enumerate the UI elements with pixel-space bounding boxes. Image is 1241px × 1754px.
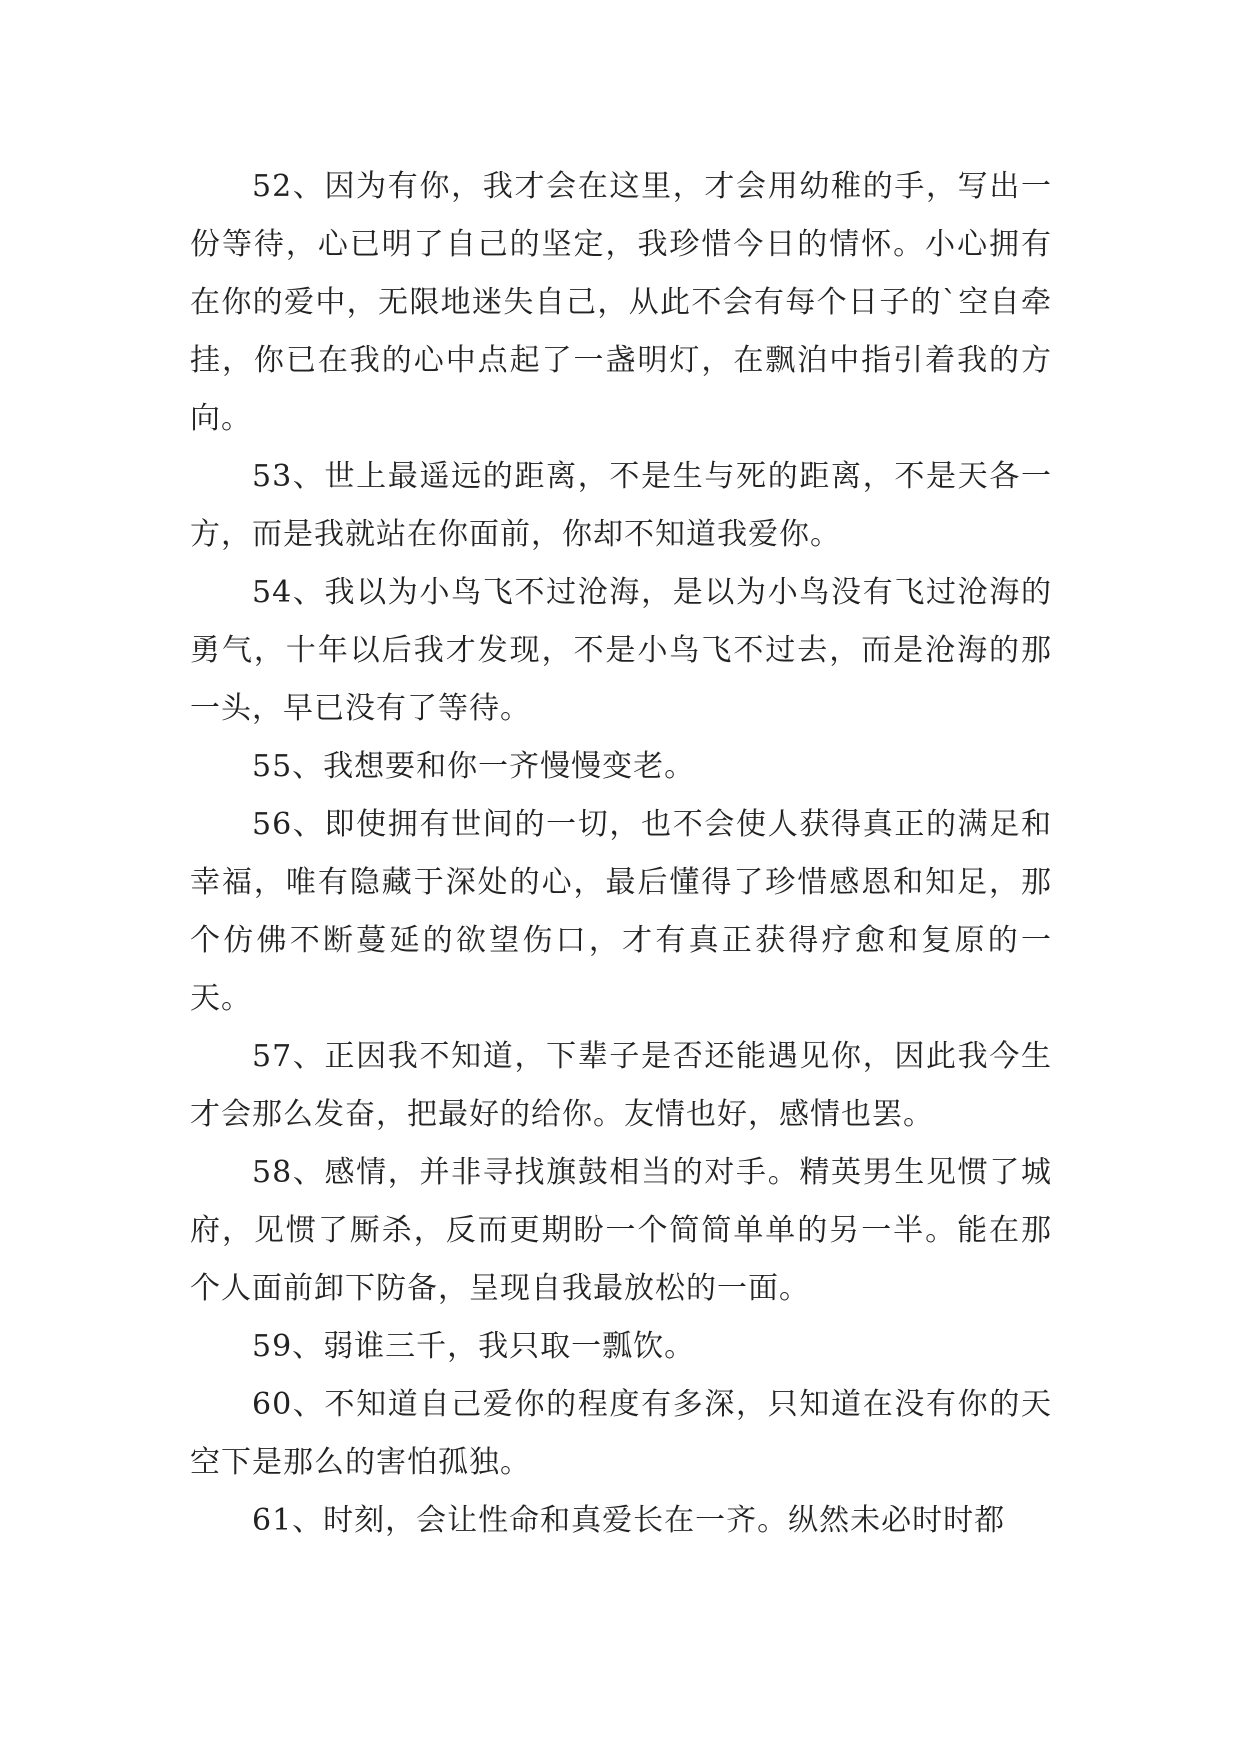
paragraph-59: 59、弱谁三千，我只取一瓢饮。 bbox=[252, 1329, 696, 1364]
paragraph-53: 53、世上最遥远的距离，不是生与死的距离，不是天各一方，而是我就站在你面前，你却不知道我爱你。 bbox=[190, 459, 1052, 552]
paragraph-52: 52、因为有你，我才会在这里，才会用幼稚的手，写出一份等待，心已明了自己的坚定，我珍惜今日的情怀。小心拥有在你的爱中，无限地迷失自己，从此不会有每个日子的`空自牵挂，你已在我的心中点起了一盏明灯，在飘泊中指引着我的方向。 bbox=[190, 169, 1052, 436]
paragraph-57: 57、正因我不知道，下辈子是否还能遇见你，因此我今生才会那么发奋，把最好的给你。友情也好，感情也罢。 bbox=[190, 1039, 1052, 1132]
paragraph-54: 54、我以为小鸟飞不过沧海，是以为小鸟没有飞过沧海的勇气，十年以后我才发现，不是小鸟飞不过去，而是沧海的那一头，早已没有了等待。 bbox=[190, 575, 1052, 726]
paragraph-60: 60、不知道自己爱你的程度有多深，只知道在没有你的天空下是那么的害怕孤独。 bbox=[190, 1387, 1052, 1480]
paragraph-56: 56、即使拥有世间的一切，也不会使人获得真正的满足和幸福，唯有隐藏于深处的心，最后懂得了珍惜感恩和知足，那个仿佛不断蔓延的欲望伤口，才有真正获得疗愈和复原的一天。 bbox=[190, 807, 1052, 1016]
paragraph-55: 55、我想要和你一齐慢慢变老。 bbox=[252, 749, 696, 784]
paragraph-61: 61、时刻，会让性命和真爱长在一齐。纵然未必时时都 bbox=[252, 1503, 1006, 1538]
paragraph-58: 58、感情，并非寻找旗鼓相当的对手。精英男生见惯了城府，见惯了厮杀，反而更期盼一个简简单单的另一半。能在那个人面前卸下防备，呈现自我最放松的一面。 bbox=[190, 1155, 1052, 1306]
document-body bbox=[190, 158, 1052, 1550]
